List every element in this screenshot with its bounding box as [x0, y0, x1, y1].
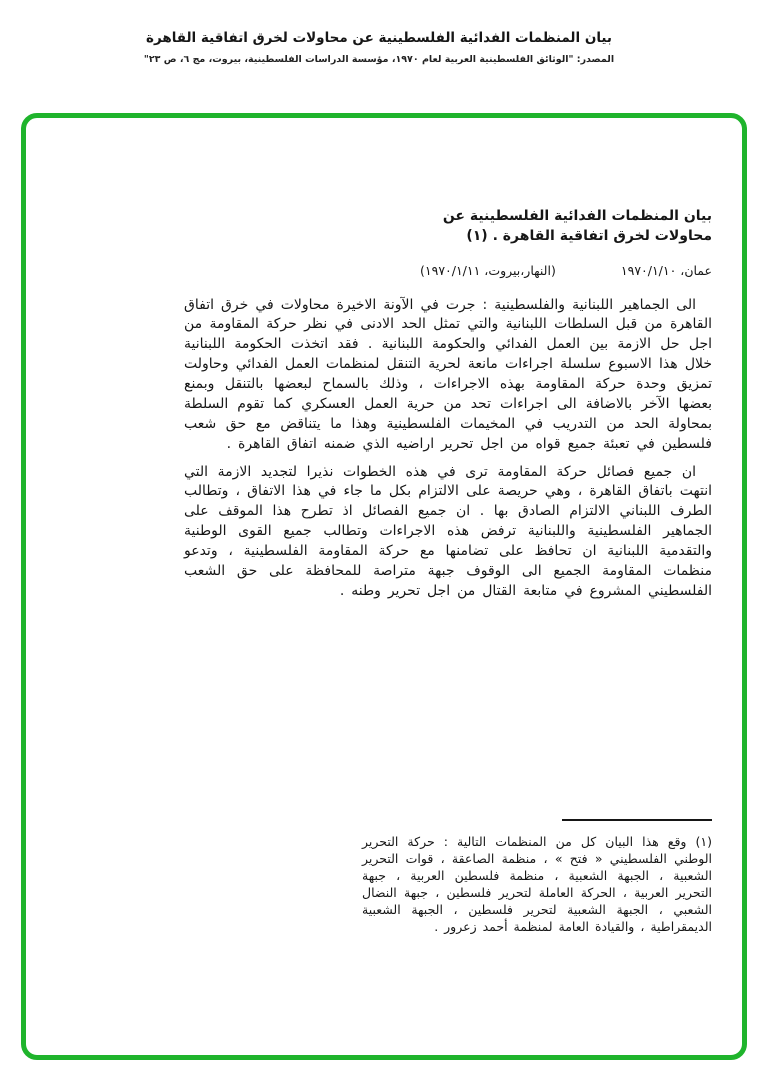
- dateline-publication: (النهار،بيروت، ١٩٧٠/١/١١): [420, 262, 556, 278]
- document-title: بيان المنظمات الفدائية الفلسطينية عن محاولات لخرق اتفاقية القاهرة . (١): [442, 208, 712, 245]
- footnote-text: (١) وقع هذا البيان كل من المنظمات التالية : حركة التحرير الوطني الفلسطيني « فتح » ، منظمة الصاعقة ، قوات التحرير الشعبية ، الجبهة الشعبية ، منظمة فلسطين العربية ، جبهة التحرير العربية ، الحركة العاملة لتحرير فلسطين ، جبهة النضال الشعبي ، الجبهة الشعبية لتحرير فلسطين ، الجبهة الشعبية الديمقراطية ، والقيادة العامة لمنظمة أحمد زعرور .: [362, 834, 712, 934]
- page-header: [0, 30, 758, 65]
- page-header-title: بيان المنظمات الفدائية الفلسطينية عن محاولات لخرق اتفاقية القاهرة: [145, 30, 613, 46]
- footnote-separator: [562, 819, 712, 821]
- footnote-block: [362, 819, 712, 935]
- document-body: [184, 206, 712, 610]
- document-scan-frame: [21, 113, 747, 1060]
- dateline-place-date: عمان، ١٩٧٠/١/١٠: [620, 262, 712, 278]
- body-paragraph-1: الى الجماهير اللبنانية والفلسطينية : جرت في الآونة الاخيرة محاولات في خرق اتفاق القاهرة من قبل السلطات اللبنانية والتي تمثل الحد الادنى في نظر حركة المقاومة من اجل حل الازمة بين العمل الفدائي والحكومة اللبنانية . فقد اتخذت الحكومة اللبنانية خلال هذا الاسبوع سلسلة اجراءات مانعة لحرية التنقل لمنظمات العمل الفدائي وحاولت تمزيق وحدة حركة المقاومة بهذه الاجراءات ، وذلك بالسماح لبعضها بالتنقل وبمنع بعضها الآخر بالاضافة الى اجراءات تحد من حرية العمل العسكري كما تقوم السلطة بمحاولة الحد من التدريب في المخيمات الفلسطينية وهذا ما يتناقض مع حق شعب فلسطين في تعبئة جميع قواه من اجل تحرير اراضيه الذي ضمنه اتفاق القاهرة .: [184, 296, 712, 452]
- body-paragraph-2: ان جميع فصائل حركة المقاومة ترى في هذه الخطوات نذيرا لتجديد الازمة التي انتهت باتفاق القاهرة ، وهي حريصة على الالتزام بكل ما جاء في هذا الاتفاق ، وتطالب الطرف اللبناني الالتزام الصادق بها . ان جميع الفصائل اذ تطرح هذا الموقف على الجماهير الفلسطينية واللبنانية ترفض هذه الاجراءات وتطالب جميع القوى الوطنية والتقدمية اللبنانية ان تحافظ على تضامنها مع حركة المقاومة الفلسطينية ، وتدعو منظمات المقاومة الجميع الى الوقوف جبهة متراصة للمحافظة على حق الشعب الفلسطيني المشروع في متابعة القتال من اجل تحرير وطنه .: [184, 463, 712, 599]
- page-header-source-line: المصدر: "الوثائق الفلسطينية العربية لعام ١٩٧٠، مؤسسة الدراسات الفلسطينية، بيروت، مج ٦، ص ٢٣": [143, 54, 615, 65]
- document-dateline: [420, 263, 712, 278]
